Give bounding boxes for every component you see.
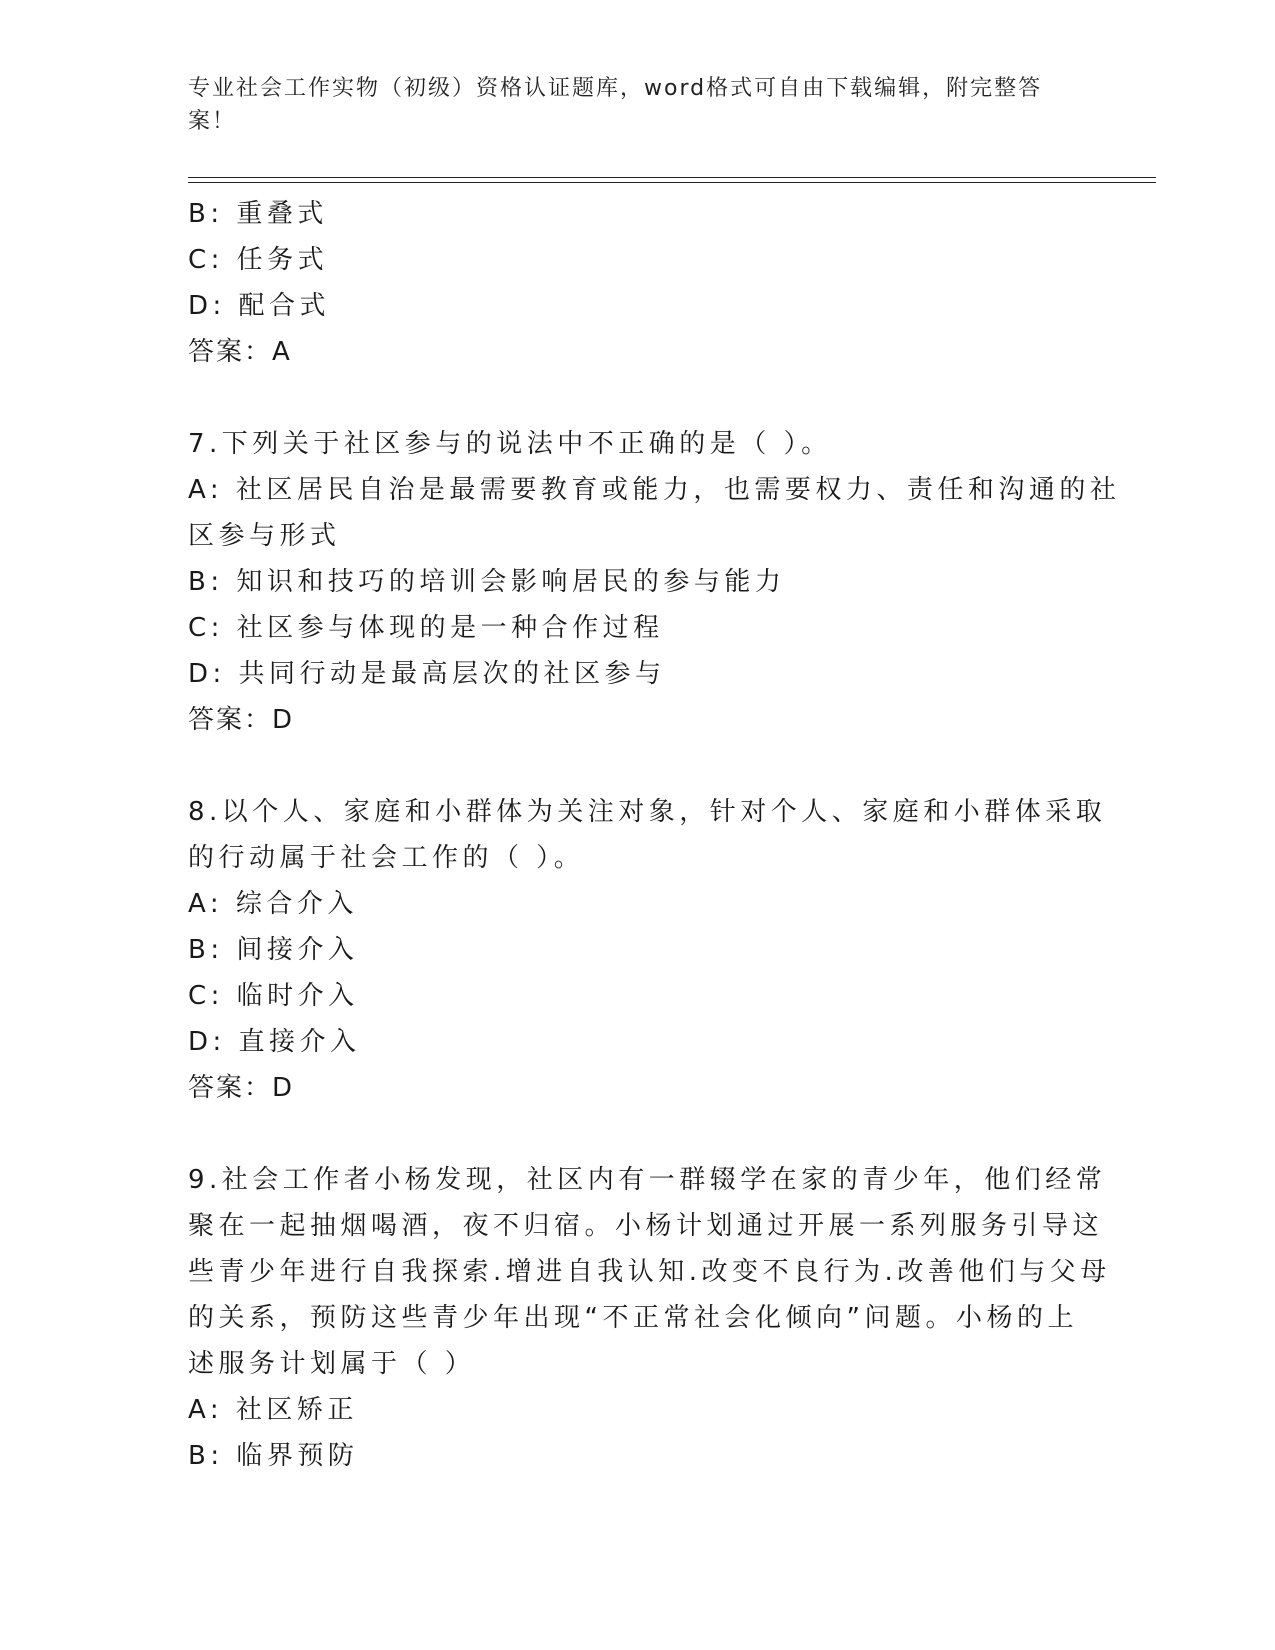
answer: 答案：D bbox=[188, 1073, 295, 1103]
question-9 bbox=[188, 1157, 1111, 1479]
question-stem-continued: 述服务计划属于（ ） bbox=[188, 1349, 476, 1379]
option-a: A: 综合介入 bbox=[188, 889, 358, 919]
option-c: C: 社区参与体现的是一种合作过程 bbox=[188, 613, 664, 643]
question-stem: 8.以个人、家庭和小群体为关注对象，针对个人、家庭和小群体采取 bbox=[188, 797, 1107, 827]
option-b: B: 知识和技巧的培训会影响居民的参与能力 bbox=[188, 567, 786, 597]
option-b: B: 重叠式 bbox=[188, 199, 328, 229]
header-divider-bottom bbox=[188, 182, 1156, 183]
question-7 bbox=[188, 421, 1121, 743]
option-b: B: 临界预防 bbox=[188, 1441, 359, 1471]
header-divider-top bbox=[188, 177, 1156, 178]
spacer bbox=[188, 375, 1088, 421]
option-b: B: 间接介入 bbox=[188, 935, 359, 965]
option-a: A: 社区居民自治是最需要教育或能力，也需要权力、责任和沟通的社 bbox=[188, 475, 1121, 505]
question-8 bbox=[188, 789, 1107, 1111]
option-a-continued: 区参与形式 bbox=[188, 521, 341, 551]
spacer bbox=[188, 743, 1088, 789]
option-d: D: 直接介入 bbox=[188, 1027, 361, 1057]
spacer bbox=[188, 1111, 1088, 1157]
option-c: C: 任务式 bbox=[188, 245, 329, 275]
option-d: D: 配合式 bbox=[188, 291, 331, 321]
question-stem-continued: 聚在一起抽烟喝酒，夜不归宿。小杨计划通过开展一系列服务引导这 bbox=[188, 1211, 1104, 1241]
question-stem: 7.下列关于社区参与的说法中不正确的是（ ）。 bbox=[188, 429, 832, 459]
option-d: D: 共同行动是最高层次的社区参与 bbox=[188, 659, 666, 689]
option-a: A: 社区矫正 bbox=[188, 1395, 358, 1425]
question-stem: 9.社会工作者小杨发现，社区内有一群辍学在家的青少年，他们经常 bbox=[188, 1165, 1107, 1195]
question-stem-continued: 些青少年进行自我探索.增进自我认知.改变不良行为.改善他们与父母 bbox=[188, 1257, 1111, 1287]
answer: 答案：D bbox=[188, 705, 295, 735]
question-stem-continued: 的关系，预防这些青少年出现“不正常社会化倾向”问题。小杨的上 bbox=[188, 1303, 1078, 1333]
document-header: 专业社会工作实物（初级）资格认证题库，word格式可自由下载编辑，附完整答案！ bbox=[188, 76, 1043, 134]
question-6-remainder bbox=[188, 191, 1088, 375]
answer: 答案：A bbox=[188, 337, 292, 367]
question-content bbox=[188, 191, 1121, 1479]
question-stem-continued: 的行动属于社会工作的（ ）。 bbox=[188, 843, 585, 873]
option-c: C: 临时介入 bbox=[188, 981, 359, 1011]
